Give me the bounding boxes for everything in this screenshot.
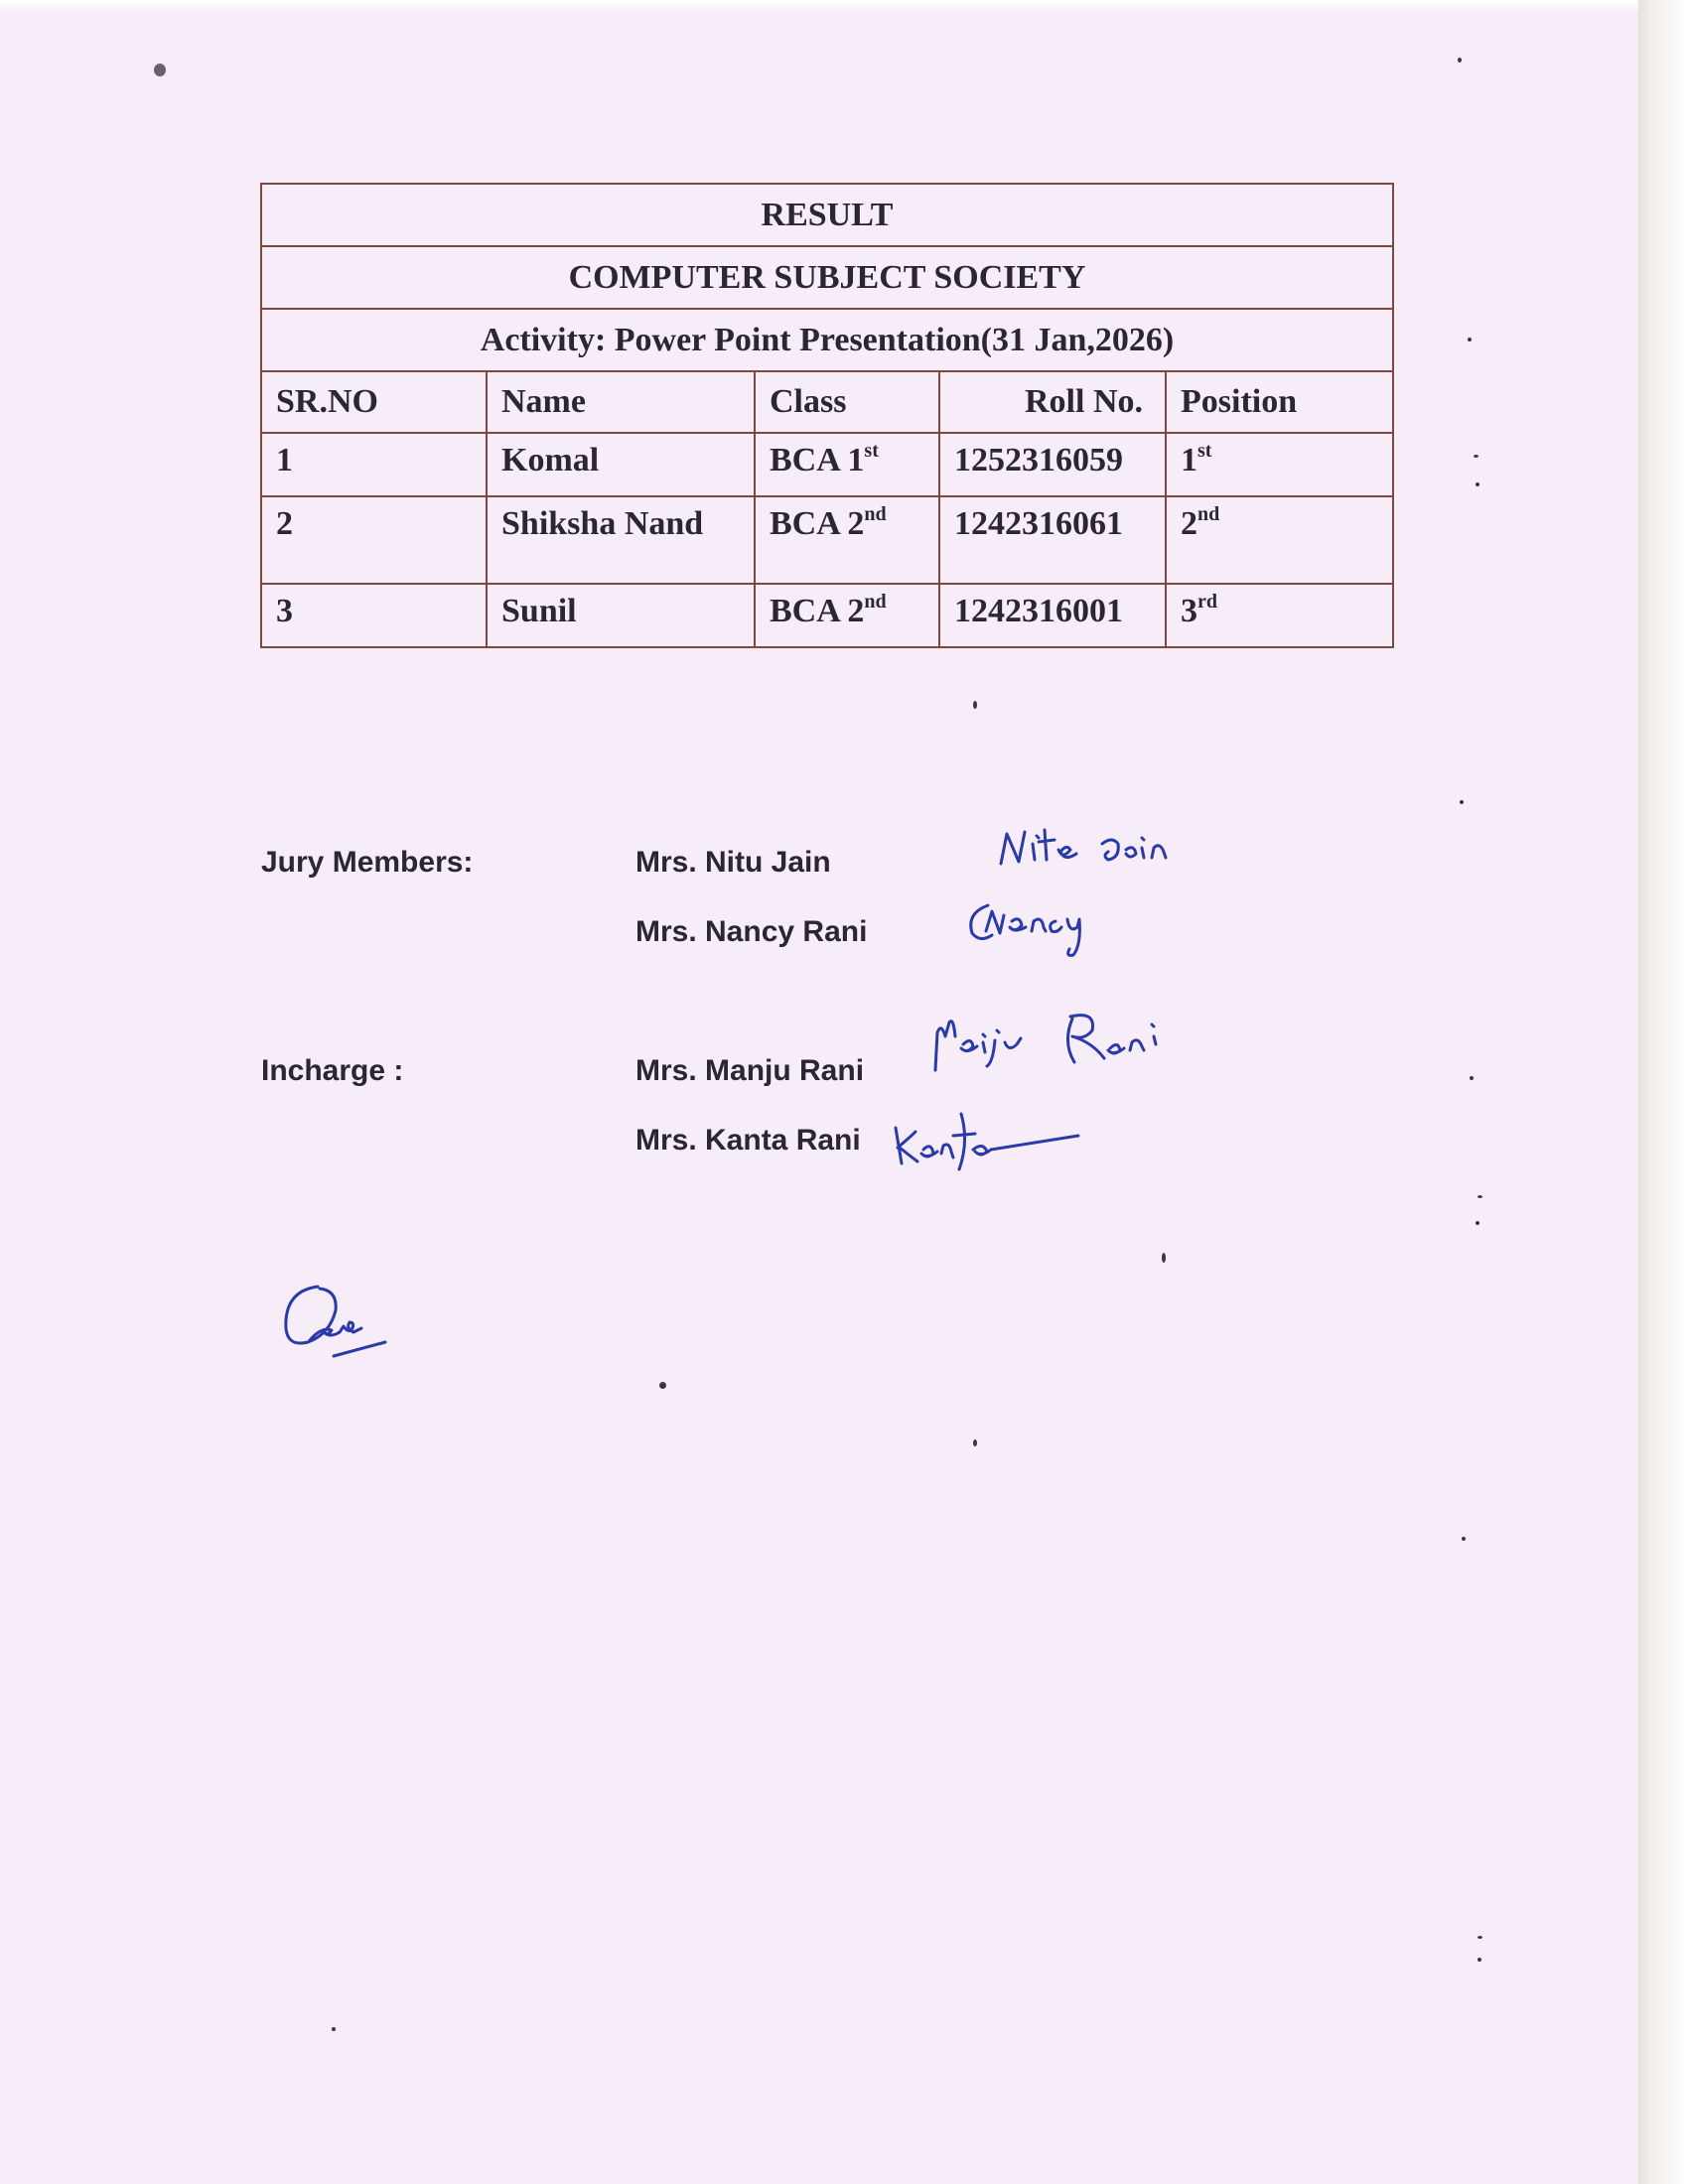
cell-srno: 3 [261, 584, 487, 647]
jury-members-label: Jury Members: [261, 846, 474, 879]
cell-name: Sunil [487, 584, 755, 647]
class-suffix: st [864, 440, 879, 462]
scan-speck [1477, 1936, 1482, 1939]
table-title-row [261, 184, 1393, 246]
signature-nitu-jain [993, 814, 1192, 884]
cell-position [1166, 584, 1393, 647]
result-title: RESULT [261, 184, 1393, 246]
scan-speck [154, 64, 166, 76]
society-name: COMPUTER SUBJECT SOCIETY [261, 246, 1393, 309]
scan-speck [1460, 800, 1464, 804]
scan-speck [1477, 1195, 1482, 1198]
scan-speck [1474, 455, 1478, 458]
incharge-name: Mrs. Kanta Rani [635, 1124, 861, 1157]
table-row [261, 496, 1393, 584]
table-row [261, 584, 1393, 647]
scan-speck [1458, 58, 1462, 63]
jury-member-name: Mrs. Nancy Rani [635, 915, 868, 948]
paper-top-edge [0, 0, 1688, 12]
header-name: Name [487, 371, 755, 433]
signature-manju-rani [923, 983, 1211, 1082]
table-society-row [261, 246, 1393, 309]
table-header-row [261, 371, 1393, 433]
scan-speck [973, 701, 977, 709]
scan-speck [659, 1382, 666, 1389]
cell-roll: 1242316001 [939, 584, 1166, 647]
cell-roll: 1242316061 [939, 496, 1166, 584]
header-position: Position [1166, 371, 1393, 433]
position-suffix: rd [1197, 591, 1217, 613]
cell-position [1166, 433, 1393, 496]
cell-name: Shiksha Nand [487, 496, 755, 584]
scan-speck [1476, 1221, 1479, 1225]
cell-position [1166, 496, 1393, 584]
activity-title: Activity: Power Point Presentation(31 Jan,2026) [261, 309, 1393, 371]
cell-class [755, 496, 939, 584]
scan-speck [1468, 338, 1472, 341]
header-roll-no: Roll No. [939, 371, 1166, 433]
incharge-label: Incharge : [261, 1054, 404, 1087]
class-base: BCA 1 [770, 442, 865, 478]
position-suffix: st [1197, 440, 1212, 462]
table-activity-row [261, 309, 1393, 371]
class-suffix: nd [864, 591, 887, 613]
signature-kanta [884, 1092, 1092, 1181]
incharge-name: Mrs. Manju Rani [635, 1054, 865, 1087]
scan-speck [1476, 482, 1479, 486]
scan-speck [332, 2027, 336, 2031]
position-base: 2 [1181, 505, 1197, 542]
scan-speck [1462, 1537, 1466, 1541]
signature-nancy [958, 893, 1117, 973]
cell-srno: 1 [261, 433, 487, 496]
table-row [261, 433, 1393, 496]
cell-roll: 1252316059 [939, 433, 1166, 496]
cell-name: Komal [487, 433, 755, 496]
paper-right-edge [1638, 0, 1688, 2184]
class-base: BCA 2 [770, 505, 865, 542]
class-suffix: nd [864, 503, 887, 525]
header-srno: SR.NO [261, 371, 487, 433]
cell-class [755, 584, 939, 647]
scan-speck [973, 1439, 977, 1446]
class-base: BCA 2 [770, 593, 865, 629]
position-base: 1 [1181, 442, 1197, 478]
jury-member-name: Mrs. Nitu Jain [635, 846, 831, 879]
scan-speck [1470, 1076, 1474, 1080]
cell-srno: 2 [261, 496, 487, 584]
signature-initials [268, 1271, 407, 1390]
scan-speck [1162, 1253, 1166, 1263]
result-table [260, 183, 1394, 648]
scan-speck [1477, 1958, 1481, 1962]
position-base: 3 [1181, 593, 1197, 629]
cell-class [755, 433, 939, 496]
position-suffix: nd [1197, 503, 1220, 525]
header-class: Class [755, 371, 939, 433]
